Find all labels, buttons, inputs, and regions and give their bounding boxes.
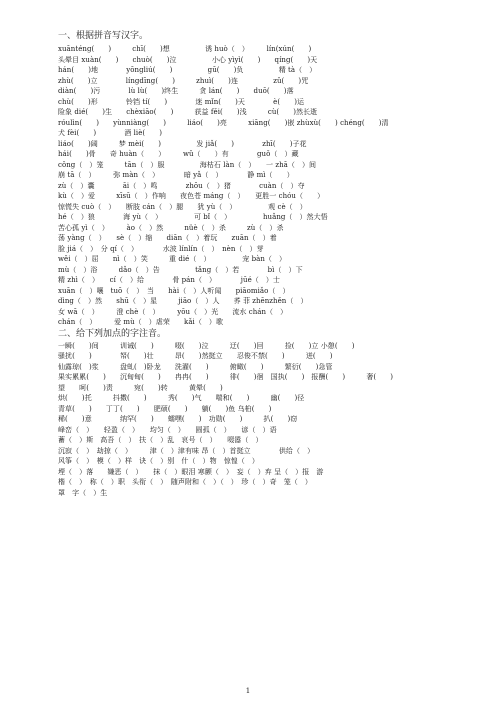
exercise-line: 望 呵( )责 宛( )转 黄晕( ) (58, 383, 223, 392)
exercise-line: 沉寂（ ） 劫掠（ ） 津（ ）津有味 昂（ ）首挺立 供给（ ） (58, 446, 315, 455)
exercise-line: hái( )骨 奇 huàn（ ） wǔ（ ）有 guǒ（ ）藏 (58, 150, 299, 158)
exercise-line: liáo( )阔 梦 mèi( ) 发 jiǎ( ) zhī( )子花 (58, 139, 307, 148)
exercise-line: 险象 dié( )生 chèxiāo( ) 获益 fěi( )浅 cù( )然长逝 (58, 108, 318, 116)
exercise-line: zù（ ）囊 āi（ ）鸣 zhōu（ ）猪 cuàn（ ）夺 (58, 181, 305, 190)
exercise-line: hé（ ）狼 海 yù（ ） 可 bǐ（ ） huǎng（ ）然大悟 (58, 213, 328, 221)
exercise-line: chán（ ） 爱 mù（ ）虐荣 kǎi（ ）歌 (58, 318, 224, 326)
section1-lines (58, 44, 444, 328)
exercise-line: 苦心孤 yì（ ） ào（ ）然 nüè（ ）杀 zù（ ）杀 (58, 223, 284, 232)
exercise-line: mù（ ）浴 dǎo（ ）告 tǎng（ ）若 bì（ ）下 (58, 265, 303, 274)
exercise-line: kù（ ）爱 xīsū（ ）作响 夜色苍 máng（ ） 更胜一 chóu（ ） (58, 192, 325, 200)
exercise-line: hán( )地 yōngliú( ) gū( )负 精 tà（ ） (58, 66, 317, 74)
exercise-line: 精 zhì（ ） cí（ ）给 骨 pán（ ） jūé（ ）士 (58, 276, 280, 284)
exercise-line: zhù( )立 língdīng( ) zhuì( )连 zǔ( )咒 (58, 76, 309, 85)
exercise-line: dìng（ ）然 shū（ ）星 jiāo（ ）人 荞 菲 zhēnzhěn（ ） (58, 297, 308, 305)
exercise-line: 果实累累( ) 沉甸甸( ) 冉冉( ) 徘( )徊 国执( ) 报酬( ) 奢( ) (58, 373, 394, 381)
exercise-line: xuānténg( ) chī( )想 诱 huò（ ） lín(xún( ) (58, 45, 312, 53)
page-number: 1 (245, 687, 251, 695)
exercise-line: 头晕目 xuàn( ) chuò( )泣 小心 yìyì( ) qíng( )天 (58, 55, 318, 64)
exercise-line: 惊慌失 cuò（ ） 断肢 cán（ ）腿 犹 yù（ ） 观 cè（ ） (58, 202, 307, 211)
exercise-line: róulìn( ) yùnniàng( ) liáo( )亮 xiāng( )嵌 zhùxù( ) chéng( )清 (58, 118, 389, 127)
exercise-line: 青草( ) 丁丁( ) 肥硕( ) 躺( )鱼 乌桕( ) (58, 404, 272, 413)
section2-heading: 二、给下列加点的字注音。 (58, 328, 167, 339)
exercise-line: 犬 fèi( ) 酒 liè( ) (58, 129, 163, 137)
exercise-line: 骚扰( ) 帑( )壮 昂( )然挺立 忍俊不禁( ) 迸( ) (58, 352, 333, 360)
exercise-line: 堙（ ）落 嫌恶（ ） 抹（ ）眼泪 寒颤（ ） 妄（ ）弃 呈（ ）报 游 (58, 467, 324, 476)
exercise-line: 稀( )意 纳罕( ) 蠕嘿( ) 功勋( ) 扒( )窃 (58, 415, 298, 423)
exercise-line: xuān（ ）嚷 tuō（ ） 当 hài（ ）人听闻 piāomiǎo（ ） (58, 286, 290, 295)
exercise-line: 罩 字（ ）生 (58, 488, 108, 497)
section1-heading: 一、根据拼音写汉字。 (58, 31, 149, 41)
section2-lines (58, 341, 444, 499)
exercise-line: 仙露琼( )浆 盘虬( )卧龙 洗濯( ) 俯瞰( ) 繁衍( )急管 (58, 362, 333, 371)
exercise-line: 崩 tā（ ） 弥 màn（ ） 暗 yǎ（ ） 静 mì（ ） (58, 171, 294, 179)
exercise-line: 女 wā（ ） 澄 chè（ ） yōu（ ）光 流水 chán（ ） (58, 307, 288, 316)
exercise-line: diàn( )污 lù lù( )终生 贪 lán( ) duō( )落 (58, 87, 294, 95)
exercise-line: 蓄（ ）斯 高吾（ ） 扶（ ）乱 哀号（ ） 啜嚣（ ） (58, 436, 263, 444)
exercise-line: cǒng（ ）笼 tān（ ）服 海枯石 làn（ ） 一 zhā（ ）间 (58, 160, 317, 169)
exercise-line: 烘( )托 抖擞( ) 秀( )气 喘和( ) 幽( )径 (58, 394, 305, 402)
exercise-line: 楷（ ） 称（ ）职 头衔（ ） 随声附和（ ）（ ） 珍（ ）奇 笼（ ） (58, 478, 312, 486)
exercise-line: 荡 yàng（ ） sè（ ）缩 diān（ ）着玩 zuān（ ）着 (58, 234, 277, 242)
exercise-line: 风筝（ ） 模（ ）样 诀（ ）别 什（ ）物 惊惶（ ） (58, 457, 259, 465)
exercise-line: 脸 jiá（ ） 分 qí（ ） 水波 línlín（ ） nèn（ ）芽 (58, 244, 264, 253)
exercise-line: 一瞬( )间 训诫( ) 啜( )泣 迂( )回 捡( )立 小憩( ) (58, 341, 355, 350)
exercise-line: 峰峦（ ） 轻盈（ ） 均匀（ ） 圆孤（ ） 谚（ ）语 (58, 425, 277, 434)
exercise-line: chù( )形 铃铛 tí( ) 迷 mǐn( )天 è( )运 (58, 97, 305, 106)
exercise-line: wěi（ ）屈 nì（ ）笑 重 dié（ ） 宠 bàn（ ） (58, 255, 287, 263)
